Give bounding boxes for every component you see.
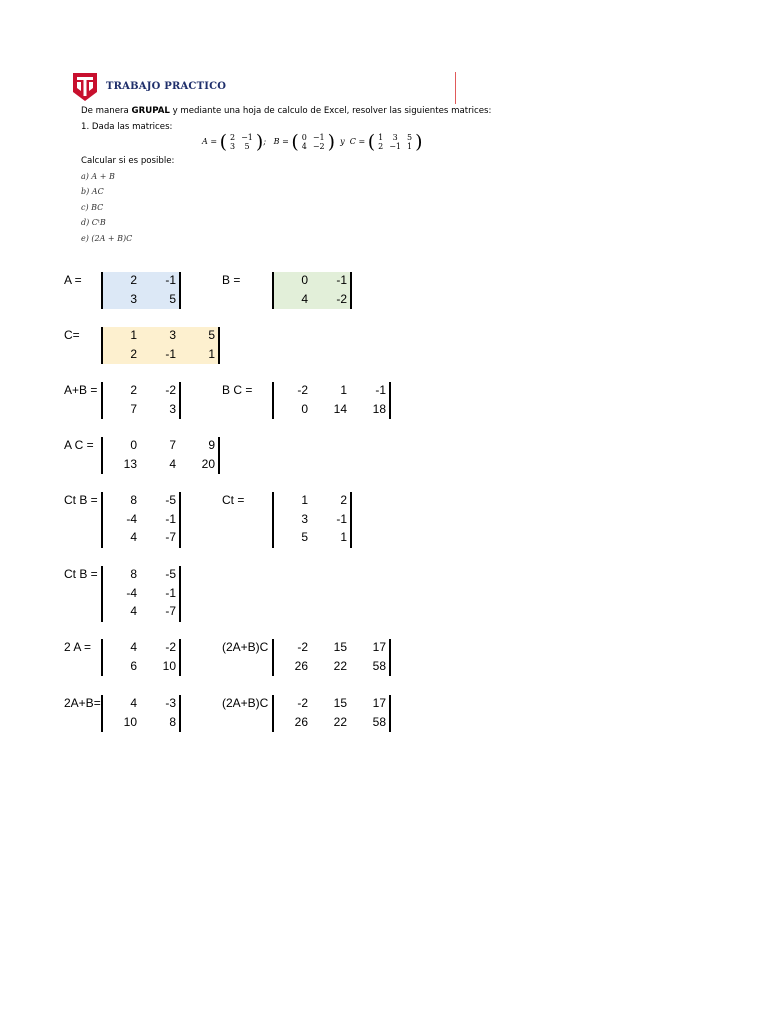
matrix-cell[interactable]: -5 [165,493,176,507]
matrix-cell[interactable]: 26 [294,714,308,729]
matrix-cell[interactable]: 0 [301,401,308,416]
subitem-d: d) CᵗB [81,218,106,227]
matrix-cell[interactable]: 22 [333,714,347,729]
matrix-cell[interactable]: 17 [372,696,386,710]
matrix-label: (2A+B)C [222,696,269,710]
given-b-label: B = [273,137,289,146]
matrix-cell[interactable]: -7 [165,530,176,544]
matrix-cell[interactable]: -2 [165,640,176,654]
matrix-cell[interactable]: -1 [165,585,176,600]
matrix-cell[interactable]: -1 [165,511,176,526]
matrix-cell[interactable]: -2 [165,383,176,397]
matrix-cell[interactable]: 4 [130,640,137,654]
matrix-right-bracket [389,639,391,676]
matrix-right-bracket [179,639,181,676]
matrix-right-bracket [179,272,181,309]
matrix-right-bracket [218,437,220,474]
matrix-cell[interactable]: 8 [169,714,176,729]
matrix-cell[interactable]: 5 [301,530,308,544]
matrix-right-bracket [350,492,352,548]
matrix-cell[interactable]: 15 [333,696,347,710]
matrix-cell[interactable]: 17 [372,640,386,654]
matrix-cell[interactable]: 4 [301,291,308,306]
subitem-c: c) BC [81,203,104,212]
matrix-cell[interactable]: 3 [130,291,137,306]
matrix-cell[interactable]: 7 [130,401,137,416]
given-c-label: C = [349,137,366,146]
given-matrices: A = ( 2 −1 3 5 ); B = ( 0 −1 4 −2 ) y C = ( 1 3 5 2 −1 1 ) [202,131,423,153]
matrix-cell[interactable]: 2 [130,273,137,287]
matrix-cell[interactable]: 4 [130,530,137,544]
matrix-cell[interactable]: 1 [340,383,347,397]
matrix-cell[interactable]: -1 [336,273,347,287]
matrix-cell[interactable]: -1 [336,511,347,526]
matrix-right-bracket [389,382,391,419]
matrix-cell[interactable]: 1 [130,328,137,342]
matrix-cell[interactable]: 15 [333,640,347,654]
matrix-label: Ct B = [64,567,98,581]
matrix-cell[interactable]: 22 [333,658,347,673]
matrix-cell[interactable]: 2 [130,383,137,397]
matrix-cell[interactable]: 0 [130,438,137,452]
matrix-cell[interactable]: -1 [165,346,176,361]
matrix-cell[interactable]: -7 [165,604,176,618]
matrix-label: (2A+B)C [222,640,269,654]
matrix-cell[interactable]: 18 [372,401,386,416]
matrix-cell[interactable]: 5 [208,328,215,342]
matrix-cell[interactable]: 3 [301,511,308,526]
matrix-cell[interactable]: 58 [372,658,386,673]
given-c-matrix: 1 3 5 2 −1 1 [378,133,413,151]
matrix-cell[interactable]: 8 [130,567,137,581]
matrix-cell[interactable]: 10 [162,658,176,673]
matrix-cell[interactable]: 2 [130,346,137,361]
matrix-right-bracket [179,382,181,419]
matrix-cell[interactable]: 5 [169,291,176,306]
matrix-label: C= [64,328,80,342]
matrix-cell[interactable]: -4 [126,585,137,600]
matrix-label: B C = [222,383,253,397]
matrix-right-bracket [389,695,391,732]
matrix-cell[interactable]: -2 [336,291,347,306]
matrix-cell[interactable]: 4 [130,604,137,618]
matrix-cell[interactable]: 58 [372,714,386,729]
matrix-cell[interactable]: 14 [333,401,347,416]
matrix-cell[interactable]: 4 [130,696,137,710]
matrix-right-bracket [350,272,352,309]
matrix-cell[interactable]: 8 [130,493,137,507]
matrix-cell[interactable]: 1 [340,530,347,544]
matrix-label: B = [222,273,241,287]
matrix-cell[interactable]: -1 [375,383,386,397]
intro-text: De manera GRUPAL y mediante una hoja de calculo de Excel, resolver las siguientes matrices: [81,106,492,116]
matrix-cell[interactable]: 9 [208,438,215,452]
matrix-cell[interactable]: -5 [165,567,176,581]
matrix-cell[interactable]: 4 [169,456,176,471]
subitem-e: e) (2A + B)C [81,234,133,243]
item-1-text: 1. Dada las matrices: [81,122,173,132]
matrix-label: A = [64,273,82,287]
matrix-cell[interactable]: -2 [297,696,308,710]
matrix-cell[interactable]: -1 [165,273,176,287]
matrix-cell[interactable]: -2 [297,640,308,654]
matrix-cell[interactable]: 13 [123,456,137,471]
matrix-cell[interactable]: 1 [301,493,308,507]
given-a-matrix: 2 −1 3 5 [230,133,253,151]
matrix-cell[interactable]: 1 [208,346,215,361]
matrix-right-bracket [179,695,181,732]
document-title: TRABAJO PRACTICO [106,81,227,92]
matrix-right-bracket [179,492,181,548]
matrix-label: A C = [64,438,94,452]
matrix-cell[interactable]: 3 [169,401,176,416]
matrix-cell[interactable]: 7 [169,438,176,452]
matrix-cell[interactable]: 0 [301,273,308,287]
matrix-cell[interactable]: -3 [165,696,176,710]
matrix-right-bracket [218,327,220,364]
matrix-right-bracket [179,566,181,622]
matrix-label: 2A+B= [64,696,101,710]
matrix-label: Ct = [222,493,245,507]
subitem-b: b) AC [81,187,104,196]
matrix-cell[interactable]: -4 [126,511,137,526]
matrix-label: 2 A = [64,640,92,654]
matrix-cell[interactable]: 10 [123,714,137,729]
matrix-cell[interactable]: 3 [169,328,176,342]
given-b-matrix: 0 −1 4 −2 [301,133,325,151]
matrix-cell[interactable]: 6 [130,658,137,673]
matrix-cell[interactable]: 26 [294,658,308,673]
matrix-label: A+B = [64,383,98,397]
calculate-text: Calcular si es posible: [81,156,175,166]
subitem-a: a) A + B [81,172,115,181]
matrix-label: Ct B = [64,493,98,507]
given-a-label: A = [202,137,218,146]
matrix-cell[interactable]: 20 [201,456,215,471]
matrix-cell[interactable]: -2 [297,383,308,397]
matrix-cell[interactable]: 2 [340,493,347,507]
